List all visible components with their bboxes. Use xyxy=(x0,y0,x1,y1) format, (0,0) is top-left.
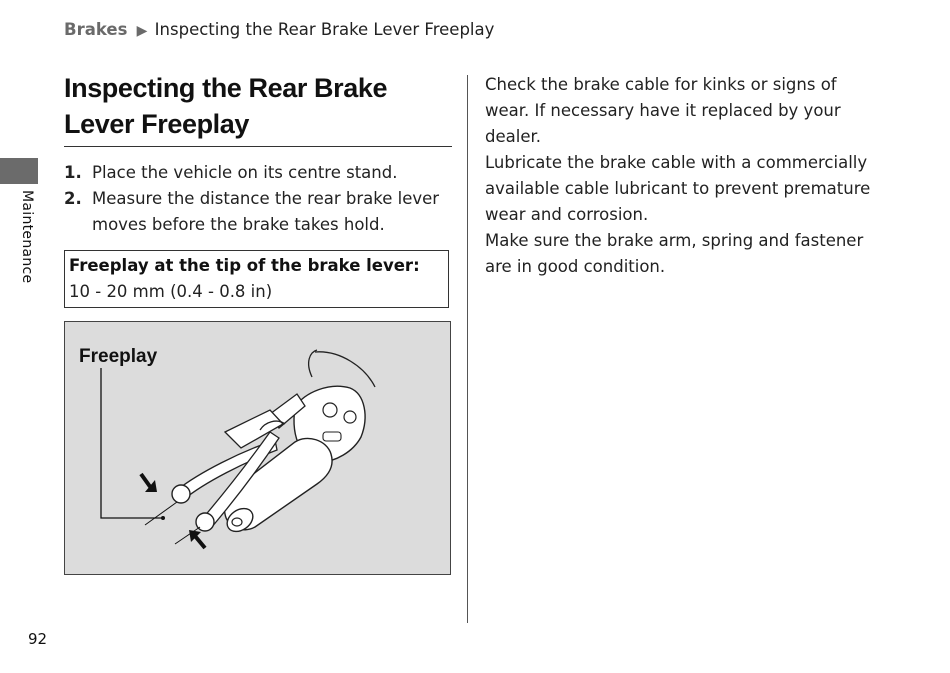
note-paragraph: Make sure the brake arm, spring and fastener are in good condition. xyxy=(485,231,864,276)
step-number: 1. xyxy=(64,163,82,182)
step-item xyxy=(64,186,456,238)
title-rule xyxy=(64,146,452,147)
step-number: 2. xyxy=(64,189,82,208)
step-text: Place the vehicle on its centre stand. xyxy=(92,163,398,182)
step-item xyxy=(64,160,456,186)
freeplay-label: Freeplay xyxy=(79,346,158,367)
step-list xyxy=(64,160,456,238)
arrow-up-icon xyxy=(189,530,205,548)
side-tab-label: Maintenance xyxy=(19,190,35,284)
page-number: 92 xyxy=(28,630,48,648)
breadcrumb-section[interactable]: Brakes xyxy=(64,20,128,39)
step-text: Measure the distance the rear brake lever moves before the brake takes hold. xyxy=(92,189,440,234)
side-tab-marker xyxy=(0,158,38,184)
spec-value: 10 - 20 mm (0.4 - 0.8 in) xyxy=(69,282,273,301)
note-paragraph: Lubricate the brake cable with a commercially available cable lubricant to prevent premature wear and corrosion. xyxy=(485,153,871,224)
spec-box xyxy=(64,250,449,308)
brake-lever-illustration xyxy=(64,321,451,575)
breadcrumb-current: Inspecting the Rear Brake Lever Freeplay xyxy=(154,20,495,39)
breadcrumb xyxy=(64,20,494,39)
arrow-down-icon xyxy=(141,474,157,492)
breadcrumb-arrow-icon: ▶ xyxy=(136,23,148,39)
maintenance-notes xyxy=(485,72,885,280)
column-divider xyxy=(467,75,468,623)
note-paragraph: Check the brake cable for kinks or signs of wear. If necessary have it replaced by your dealer. xyxy=(485,75,841,146)
spec-label: Freeplay at the tip of the brake lever: xyxy=(69,256,420,275)
page-title: Inspecting the Rear Brake Lever Freeplay xyxy=(64,73,388,139)
